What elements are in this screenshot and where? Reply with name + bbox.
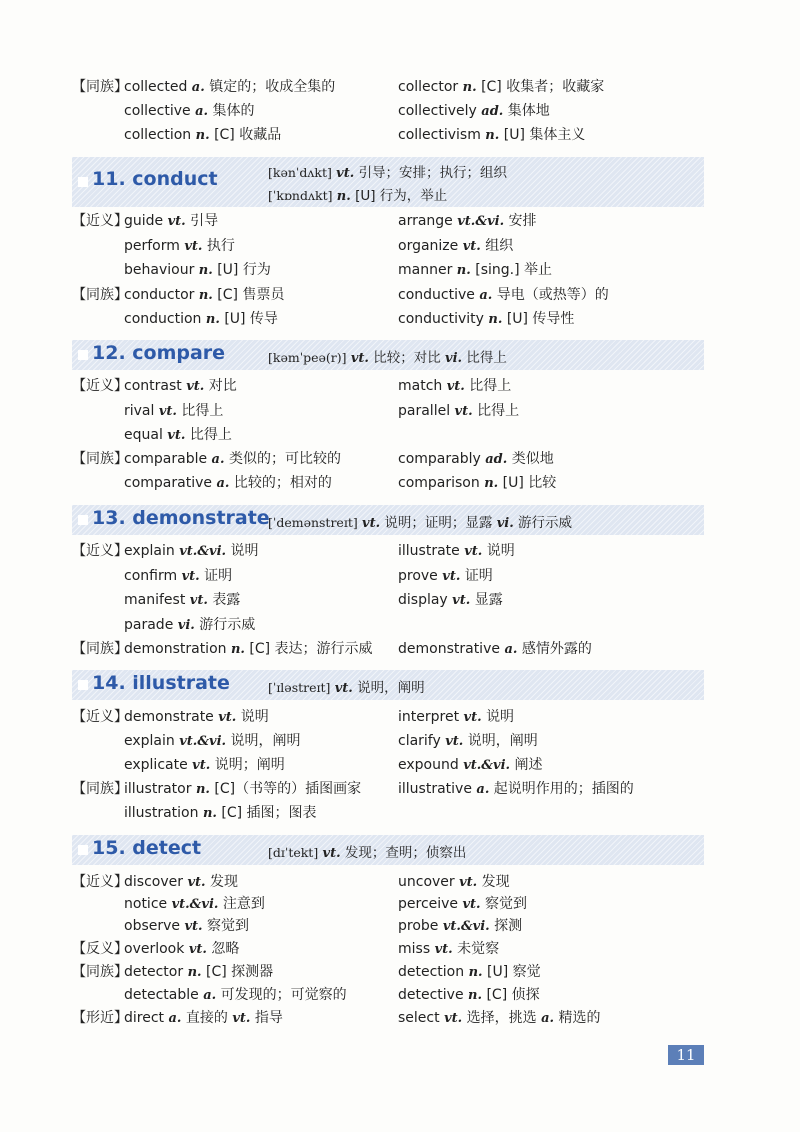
entry-row: [0, 730, 800, 752]
headword: 11. conduct: [92, 168, 218, 190]
word-entry: illustrative a. 起说明作用的；插图的: [398, 781, 634, 797]
word-entry: miss vt. 未觉察: [398, 941, 500, 957]
entry-row: [0, 984, 800, 1006]
word-entry: uncover vt. 发现: [398, 874, 510, 890]
word-entry: explain vt.&vi. 说明，阐明: [124, 733, 301, 749]
word-entry: probe vt.&vi. 探测: [398, 918, 523, 934]
word-entry: collectivism n. [U] 集体主义: [398, 127, 586, 143]
word-entry: conductor n. [C] 售票员: [124, 287, 285, 303]
word-family-row: [0, 100, 800, 122]
entry-row: [0, 375, 800, 397]
word-entry: collected a. 镇定的；收成全集的: [124, 79, 336, 95]
word-entry: illustration n. [C] 插图；图表: [124, 805, 317, 821]
word-entry: collectively ad. 集体地: [398, 103, 550, 119]
bullet-square-icon: [78, 680, 88, 690]
word-entry: comparably ad. 类似地: [398, 451, 554, 467]
entry-row: [0, 210, 800, 232]
bullet-square-icon: [78, 515, 88, 525]
entry-row: [0, 1007, 800, 1029]
group-tag: 【近义】: [72, 543, 128, 559]
word-entry: explain vt.&vi. 说明: [124, 543, 259, 559]
group-tag: 【形近】: [72, 1010, 128, 1026]
bullet-square-icon: [78, 350, 88, 360]
definition: [dɪˈtekt] vt. 发现；查明；侦察出: [268, 845, 467, 861]
entry-row: [0, 754, 800, 776]
word-entry: detector n. [C] 探测器: [124, 964, 274, 980]
group-tag: 【同族】: [72, 79, 128, 95]
word-entry: conduction n. [U] 传导: [124, 311, 278, 327]
word-entry: direct a. 直接的 vt. 指导: [124, 1010, 283, 1026]
word-family-row: [0, 76, 800, 98]
word-entry: illustrator n. [C]（书等的）插图画家: [124, 781, 362, 797]
group-tag: 【近义】: [72, 213, 128, 229]
word-entry: parade vi. 游行示威: [124, 617, 256, 633]
group-tag: 【同族】: [72, 964, 128, 980]
headword: 13. demonstrate: [92, 507, 270, 529]
word-entry: perform vt. 执行: [124, 238, 235, 254]
bullet-square-icon: [78, 845, 88, 855]
word-entry: conductivity n. [U] 传导性: [398, 311, 575, 327]
word-entry: demonstrate vt. 说明: [124, 709, 269, 725]
entry-row: [0, 235, 800, 257]
headword: 12. compare: [92, 342, 226, 364]
entry-row: [0, 589, 800, 611]
word-entry: match vt. 比得上: [398, 378, 512, 394]
word-entry: behaviour n. [U] 行为: [124, 262, 271, 278]
group-tag: 【近义】: [72, 709, 128, 725]
group-tag: 【反义】: [72, 941, 128, 957]
word-entry: collection n. [C] 收藏品: [124, 127, 282, 143]
entry-row: [0, 778, 800, 800]
definition: [kənˈdʌkt] vt. 引导；安排；执行；组织: [268, 165, 508, 181]
word-entry: rival vt. 比得上: [124, 403, 224, 419]
definition: [ˈdemənstreɪt] vt. 说明；证明；显露 vi. 游行示威: [268, 515, 573, 531]
group-tag: 【同族】: [72, 451, 128, 467]
group-tag: 【同族】: [72, 781, 128, 797]
word-family-row: [0, 124, 800, 146]
word-entry: arrange vt.&vi. 安排: [398, 213, 537, 229]
headword: 15. detect: [92, 837, 202, 859]
entry-row: [0, 308, 800, 330]
word-entry: comparison n. [U] 比较: [398, 475, 557, 491]
page-number: 11: [668, 1045, 704, 1065]
word-entry: explicate vt. 说明；阐明: [124, 757, 285, 773]
word-entry: contrast vt. 对比: [124, 378, 237, 394]
word-entry: collective a. 集体的: [124, 103, 255, 119]
word-entry: guide vt. 引导: [124, 213, 219, 229]
entry-row: [0, 961, 800, 983]
word-entry: comparable a. 类似的；可比较的: [124, 451, 341, 467]
definition: [ˈɪləstreɪt] vt. 说明，阐明: [268, 680, 425, 696]
entry-header-conduct: [72, 157, 704, 207]
group-tag: 【近义】: [72, 378, 128, 394]
entry-row: [0, 706, 800, 728]
entry-row: [0, 915, 800, 937]
word-entry: comparative a. 比较的；相对的: [124, 475, 332, 491]
group-tag: 【同族】: [72, 641, 128, 657]
word-entry: overlook vt. 忽略: [124, 941, 240, 957]
headword: 14. illustrate: [92, 672, 230, 694]
entry-row: [0, 638, 800, 660]
word-entry: observe vt. 察觉到: [124, 918, 250, 934]
entry-row: [0, 448, 800, 470]
word-entry: conductive a. 导电（或热等）的: [398, 287, 609, 303]
word-entry: manner n. [sing.] 举止: [398, 262, 553, 278]
word-entry: organize vt. 组织: [398, 238, 514, 254]
word-entry: detectable a. 可发现的；可觉察的: [124, 987, 347, 1003]
entry-row: [0, 540, 800, 562]
word-entry: manifest vt. 表露: [124, 592, 241, 608]
definition: [kəmˈpeə(r)] vt. 比较；对比 vi. 比得上: [268, 350, 507, 366]
group-tag: 【同族】: [72, 287, 128, 303]
entry-row: [0, 400, 800, 422]
bullet-square-icon: [78, 177, 88, 187]
entry-header-illustrate: [72, 670, 704, 700]
word-entry: discover vt. 发现: [124, 874, 238, 890]
word-entry: perceive vt. 察觉到: [398, 896, 528, 912]
word-entry: select vt. 选择，挑选 a. 精选的: [398, 1010, 601, 1026]
word-entry: expound vt.&vi. 阐述: [398, 757, 543, 773]
entry-header-detect: [72, 835, 704, 865]
entry-row: [0, 893, 800, 915]
entry-header-compare: [72, 340, 704, 370]
word-entry: clarify vt. 说明，阐明: [398, 733, 538, 749]
word-entry: illustrate vt. 说明: [398, 543, 515, 559]
entry-row: [0, 871, 800, 893]
entry-row: [0, 614, 800, 636]
entry-row: [0, 565, 800, 587]
word-entry: parallel vt. 比得上: [398, 403, 520, 419]
entry-row: [0, 424, 800, 446]
definition: [ˈkɒndʌkt] n. [U] 行为，举止: [268, 188, 448, 204]
word-entry: interpret vt. 说明: [398, 709, 515, 725]
word-entry: collector n. [C] 收集者；收藏家: [398, 79, 605, 95]
entry-header-demonstrate: [72, 505, 704, 535]
word-entry: confirm vt. 证明: [124, 568, 233, 584]
word-entry: prove vt. 证明: [398, 568, 493, 584]
word-entry: demonstrative a. 感情外露的: [398, 641, 592, 657]
entry-row: [0, 938, 800, 960]
word-entry: equal vt. 比得上: [124, 427, 232, 443]
entry-row: [0, 259, 800, 281]
word-entry: display vt. 显露: [398, 592, 503, 608]
group-tag: 【近义】: [72, 874, 128, 890]
word-entry: detection n. [U] 察觉: [398, 964, 541, 980]
word-entry: demonstration n. [C] 表达；游行示威: [124, 641, 373, 657]
entry-row: [0, 284, 800, 306]
word-entry: notice vt.&vi. 注意到: [124, 896, 265, 912]
entry-row: [0, 802, 800, 824]
entry-row: [0, 472, 800, 494]
word-entry: detective n. [C] 侦探: [398, 987, 540, 1003]
